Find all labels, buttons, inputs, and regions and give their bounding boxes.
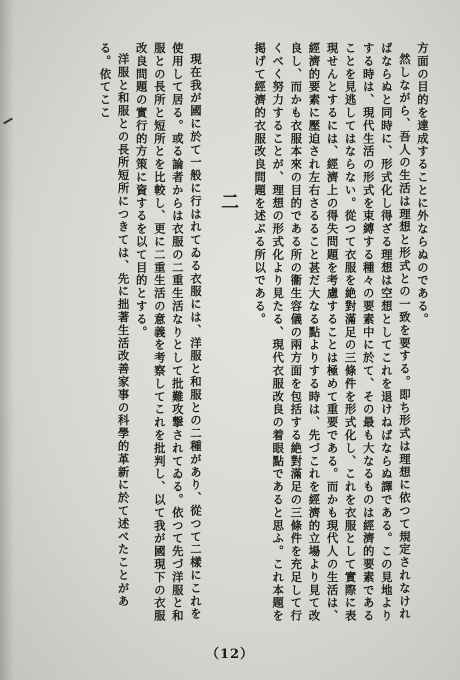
page-binding-shadow	[0, 0, 14, 680]
paragraph: 洋服と和服との長所短所につきては、先に拙著生活改善家事の科學的革新に於て述べたことがある。依てここ	[98, 42, 131, 609]
paragraph: 現在我が國に於て一般に行はれてゐる衣服には、洋服と和服との二種があり、從つて二樣にこれを使用して居る。或る論者からは衣服の二重生活なりとして批難攻撃されてゐる。依つて先づ洋服と和服との長所と短所とを比較し、更に二重生活の意義を考察してこれを批判し、以て我が國現下の衣服改良問題の實行的方策に資するを以て目的とする。	[134, 42, 203, 623]
paragraph: 然しながら、吾人の生活は理想と形式との一致を要する。即ち形式は理想に依つて規定されなければならぬと同時に、形式化し得ざる理想は空想としてこれを退けねばならぬ譯である。この見地よりする時は、現代生活の形式を束縛する種々の要素中に於て、その最も大なるものは經濟的要素であることを見逃してはならない。從つて衣服を絶對滿足の三條件を形式化し、これを衣服として實際に表現せんとするには、經濟上の得失問題を考慮することは極めて重要である。而かも現代人の生活は、經濟的要素に壓迫され左右さるること甚だ大なる點よりする時は、先づこれを經濟的立場より見て改良し、而かも衣服本來の目的である所の衞生容儀の兩方面を包括する絶對滿足の三條件を充足して行くべく努力することが、理想の形式化より見たる、現代衣服改良の着眼點であると思ふ。これ本題を掲げて經濟的衣服改良問題を述ぶる所以である。	[253, 42, 412, 623]
vertical-text-body	[40, 42, 432, 632]
section-heading-numeral: 二	[218, 192, 240, 212]
page-number: （12）	[205, 647, 255, 662]
paragraph-continuation: 方面の目的を達成することに外ならぬのである。	[416, 42, 430, 326]
